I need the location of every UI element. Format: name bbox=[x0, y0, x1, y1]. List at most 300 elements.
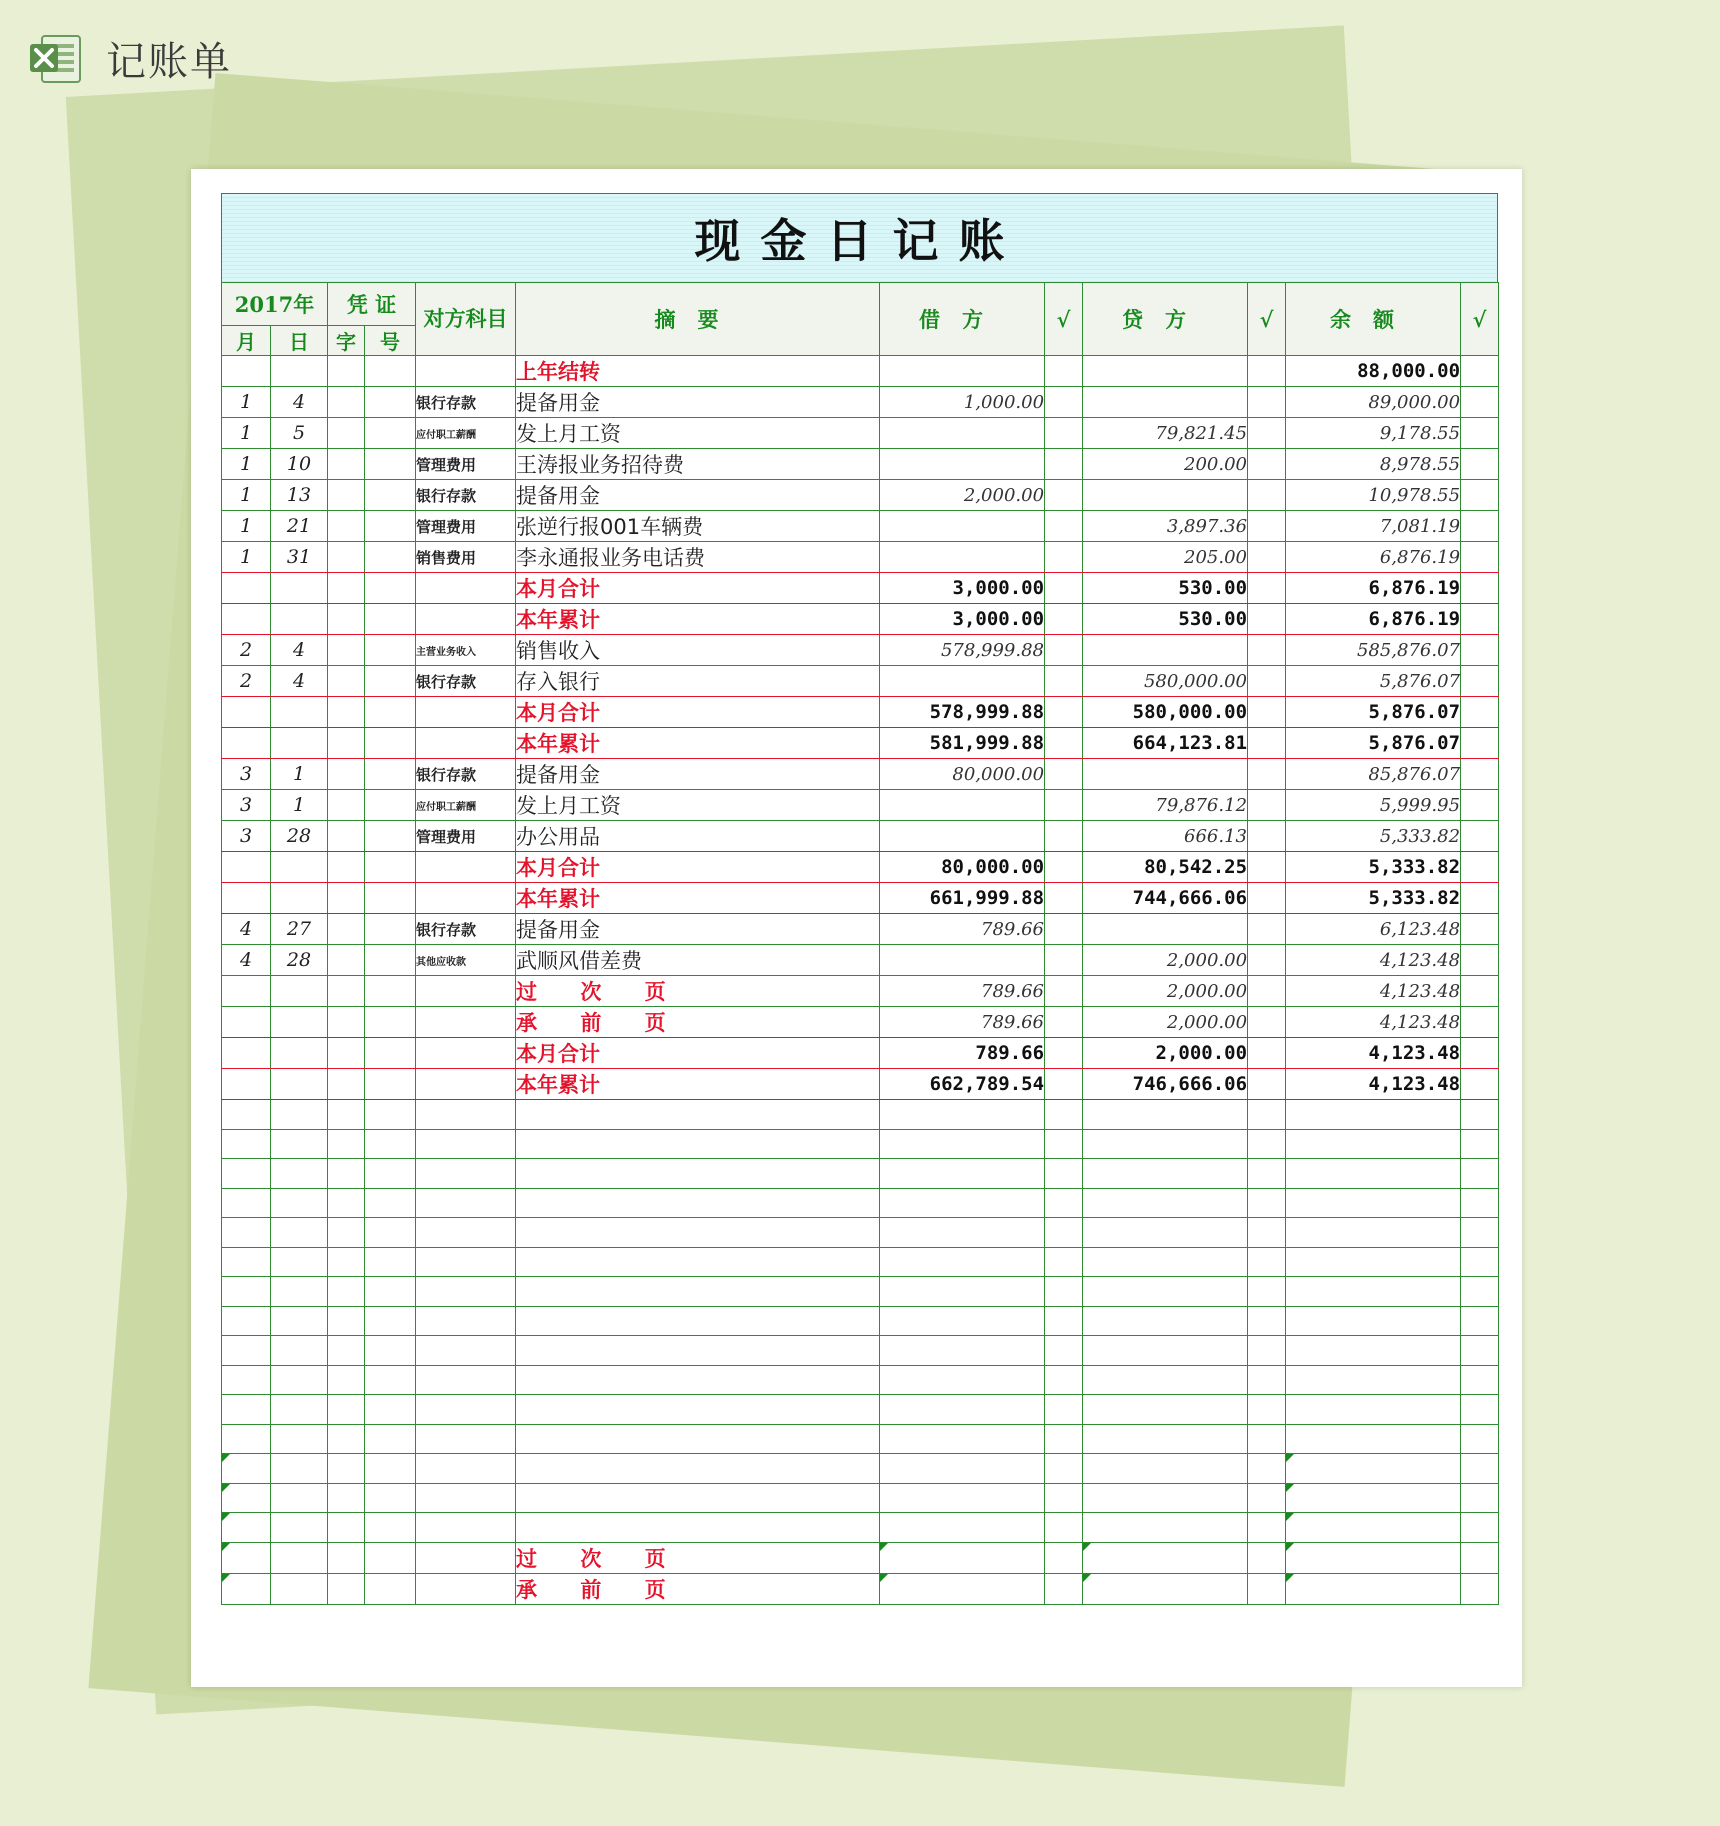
balance-cell: 88,000.00 bbox=[1286, 356, 1461, 387]
empty-cell bbox=[365, 1336, 416, 1366]
empty-cell bbox=[1248, 1218, 1286, 1248]
empty-cell bbox=[880, 1247, 1045, 1277]
table-row bbox=[222, 449, 1499, 480]
empty-cell bbox=[222, 1100, 271, 1130]
balance-cell: 9,178.55 bbox=[1286, 418, 1461, 449]
empty-cell bbox=[880, 1513, 1045, 1543]
month-cell: 3 bbox=[222, 821, 271, 852]
voucher-no-cell bbox=[365, 728, 416, 759]
empty-cell bbox=[1083, 1159, 1248, 1189]
empty-cell bbox=[1248, 1188, 1286, 1218]
empty-cell bbox=[271, 1188, 328, 1218]
empty-cell bbox=[1045, 1218, 1083, 1248]
voucher-type-cell bbox=[328, 728, 365, 759]
empty-cell bbox=[222, 1365, 271, 1395]
day-cell bbox=[271, 1038, 328, 1069]
empty-cell bbox=[271, 1100, 328, 1130]
empty-cell bbox=[271, 1454, 328, 1484]
credit-cell: 580,000.00 bbox=[1083, 666, 1248, 697]
empty-row bbox=[222, 1218, 1499, 1248]
debit-cell: 581,999.88 bbox=[880, 728, 1045, 759]
voucher-type-header: 字 bbox=[328, 326, 365, 356]
balance-cell: 5,333.82 bbox=[1286, 852, 1461, 883]
credit-check-cell bbox=[1248, 976, 1286, 1007]
empty-cell bbox=[222, 1513, 271, 1543]
counter-account-cell bbox=[416, 883, 516, 914]
balance-check-cell bbox=[1461, 511, 1499, 542]
credit-cell: 2,000.00 bbox=[1083, 1007, 1248, 1038]
empty-cell bbox=[516, 1424, 880, 1454]
empty-cell bbox=[880, 1542, 1045, 1573]
day-cell bbox=[271, 697, 328, 728]
credit-cell bbox=[1083, 635, 1248, 666]
debit-cell: 662,789.54 bbox=[880, 1069, 1045, 1100]
balance-check-cell bbox=[1461, 573, 1499, 604]
day-cell: 5 bbox=[271, 418, 328, 449]
empty-cell bbox=[1045, 1454, 1083, 1484]
debit-cell bbox=[880, 790, 1045, 821]
balance-check-cell bbox=[1461, 635, 1499, 666]
month-cell bbox=[222, 604, 271, 635]
summary-cell: 本年累计 bbox=[516, 604, 880, 635]
table-row bbox=[222, 1069, 1499, 1100]
debit-cell: 3,000.00 bbox=[880, 573, 1045, 604]
empty-cell bbox=[880, 1424, 1045, 1454]
counter-account-cell: 主营业务收入 bbox=[416, 635, 516, 666]
balance-check-cell bbox=[1461, 542, 1499, 573]
balance-check-cell bbox=[1461, 1069, 1499, 1100]
table-row bbox=[222, 480, 1499, 511]
table-row bbox=[222, 976, 1499, 1007]
balance-cell: 7,081.19 bbox=[1286, 511, 1461, 542]
balance-cell: 5,876.07 bbox=[1286, 728, 1461, 759]
empty-cell bbox=[328, 1365, 365, 1395]
debit-check-cell bbox=[1045, 759, 1083, 790]
empty-cell bbox=[1248, 1542, 1286, 1573]
empty-cell bbox=[416, 1454, 516, 1484]
empty-cell bbox=[880, 1277, 1045, 1307]
summary-cell: 本年累计 bbox=[516, 883, 880, 914]
credit-cell: 744,666.06 bbox=[1083, 883, 1248, 914]
empty-cell bbox=[1045, 1542, 1083, 1573]
debit-cell: 2,000.00 bbox=[880, 480, 1045, 511]
summary-cell: 发上月工资 bbox=[516, 418, 880, 449]
debit-cell: 3,000.00 bbox=[880, 604, 1045, 635]
credit-cell: 200.00 bbox=[1083, 449, 1248, 480]
empty-cell bbox=[1248, 1277, 1286, 1307]
table-row bbox=[222, 542, 1499, 573]
empty-cell bbox=[222, 1573, 271, 1604]
empty-cell bbox=[516, 1306, 880, 1336]
empty-cell bbox=[328, 1454, 365, 1484]
empty-cell bbox=[416, 1100, 516, 1130]
empty-cell bbox=[516, 1513, 880, 1543]
day-cell: 13 bbox=[271, 480, 328, 511]
empty-cell bbox=[365, 1306, 416, 1336]
credit-check-cell bbox=[1248, 790, 1286, 821]
empty-cell bbox=[880, 1306, 1045, 1336]
credit-cell: 580,000.00 bbox=[1083, 697, 1248, 728]
balance-cell: 6,876.19 bbox=[1286, 542, 1461, 573]
balance-cell: 4,123.48 bbox=[1286, 1038, 1461, 1069]
month-cell: 1 bbox=[222, 387, 271, 418]
empty-cell bbox=[365, 1395, 416, 1425]
credit-check-cell bbox=[1248, 356, 1286, 387]
table-row bbox=[222, 728, 1499, 759]
empty-cell bbox=[1083, 1573, 1248, 1604]
day-cell bbox=[271, 604, 328, 635]
debit-check-cell bbox=[1045, 697, 1083, 728]
day-cell: 4 bbox=[271, 666, 328, 697]
empty-cell bbox=[1286, 1247, 1461, 1277]
debit-check-cell bbox=[1045, 883, 1083, 914]
empty-cell bbox=[1248, 1247, 1286, 1277]
voucher-type-cell bbox=[328, 976, 365, 1007]
empty-cell bbox=[1286, 1306, 1461, 1336]
empty-cell bbox=[516, 1129, 880, 1159]
empty-cell bbox=[880, 1483, 1045, 1513]
empty-cell bbox=[328, 1277, 365, 1307]
voucher-no-cell bbox=[365, 356, 416, 387]
credit-check-cell bbox=[1248, 418, 1286, 449]
balance-check-cell bbox=[1461, 1007, 1499, 1038]
table-row bbox=[222, 1007, 1499, 1038]
empty-row bbox=[222, 1424, 1499, 1454]
balance-cell: 8,978.55 bbox=[1286, 449, 1461, 480]
debit-cell bbox=[880, 945, 1045, 976]
empty-row bbox=[222, 1129, 1499, 1159]
ledger-paper bbox=[191, 169, 1522, 1687]
debit-cell: 80,000.00 bbox=[880, 852, 1045, 883]
empty-cell bbox=[271, 1129, 328, 1159]
month-cell bbox=[222, 1007, 271, 1038]
empty-cell bbox=[1083, 1100, 1248, 1130]
empty-cell bbox=[328, 1218, 365, 1248]
table-row bbox=[222, 945, 1499, 976]
journal-table bbox=[221, 282, 1499, 1605]
empty-cell bbox=[1083, 1513, 1248, 1543]
empty-cell bbox=[416, 1365, 516, 1395]
voucher-no-cell bbox=[365, 387, 416, 418]
balance-cell: 4,123.48 bbox=[1286, 976, 1461, 1007]
debit-cell: 1,000.00 bbox=[880, 387, 1045, 418]
debit-check-cell bbox=[1045, 387, 1083, 418]
empty-cell bbox=[1461, 1513, 1499, 1543]
empty-cell bbox=[1045, 1306, 1083, 1336]
debit-check-header: √ bbox=[1045, 283, 1083, 356]
empty-cell bbox=[1286, 1424, 1461, 1454]
empty-cell bbox=[1286, 1542, 1461, 1573]
counter-account-cell bbox=[416, 1007, 516, 1038]
table-header bbox=[222, 283, 1499, 356]
voucher-type-cell bbox=[328, 1069, 365, 1100]
voucher-type-cell bbox=[328, 852, 365, 883]
counter-account-cell: 管理费用 bbox=[416, 821, 516, 852]
debit-check-cell bbox=[1045, 418, 1083, 449]
counter-account-cell: 应付职工薪酬 bbox=[416, 418, 516, 449]
empty-cell bbox=[222, 1159, 271, 1189]
summary-cell: 上年结转 bbox=[516, 356, 880, 387]
empty-cell bbox=[222, 1454, 271, 1484]
voucher-type-cell bbox=[328, 914, 365, 945]
empty-cell bbox=[328, 1129, 365, 1159]
debit-cell: 578,999.88 bbox=[880, 697, 1045, 728]
empty-cell bbox=[1045, 1188, 1083, 1218]
month-cell: 2 bbox=[222, 635, 271, 666]
voucher-no-cell bbox=[365, 883, 416, 914]
empty-row bbox=[222, 1395, 1499, 1425]
empty-cell bbox=[1461, 1159, 1499, 1189]
table-row bbox=[222, 666, 1499, 697]
empty-cell bbox=[516, 1159, 880, 1189]
empty-cell bbox=[328, 1336, 365, 1366]
balance-cell: 6,123.48 bbox=[1286, 914, 1461, 945]
balance-check-cell bbox=[1461, 914, 1499, 945]
empty-cell bbox=[1286, 1395, 1461, 1425]
credit-check-cell bbox=[1248, 635, 1286, 666]
voucher-no-cell bbox=[365, 1038, 416, 1069]
empty-cell bbox=[365, 1159, 416, 1189]
credit-cell: 2,000.00 bbox=[1083, 1038, 1248, 1069]
voucher-type-cell bbox=[328, 542, 365, 573]
balance-check-cell bbox=[1461, 821, 1499, 852]
summary-cell: 承 前 页 bbox=[516, 1007, 880, 1038]
empty-cell bbox=[222, 1277, 271, 1307]
credit-cell: 746,666.06 bbox=[1083, 1069, 1248, 1100]
empty-cell bbox=[516, 1100, 880, 1130]
day-cell: 28 bbox=[271, 821, 328, 852]
month-cell bbox=[222, 852, 271, 883]
empty-cell bbox=[1083, 1395, 1248, 1425]
empty-cell bbox=[328, 1247, 365, 1277]
debit-check-cell bbox=[1045, 511, 1083, 542]
debit-cell bbox=[880, 449, 1045, 480]
table-row bbox=[222, 821, 1499, 852]
empty-cell bbox=[1248, 1454, 1286, 1484]
voucher-no-cell bbox=[365, 449, 416, 480]
balance-cell: 4,123.48 bbox=[1286, 1069, 1461, 1100]
voucher-no-cell bbox=[365, 1069, 416, 1100]
empty-cell bbox=[516, 1454, 880, 1484]
voucher-type-cell bbox=[328, 821, 365, 852]
empty-cell bbox=[1045, 1247, 1083, 1277]
summary-cell: 提备用金 bbox=[516, 914, 880, 945]
empty-cell bbox=[416, 1542, 516, 1573]
empty-cell bbox=[328, 1513, 365, 1543]
debit-cell bbox=[880, 418, 1045, 449]
empty-cell bbox=[328, 1483, 365, 1513]
balance-cell: 5,333.82 bbox=[1286, 883, 1461, 914]
balance-cell: 5,876.07 bbox=[1286, 666, 1461, 697]
debit-check-cell bbox=[1045, 1038, 1083, 1069]
empty-cell bbox=[516, 1336, 880, 1366]
empty-cell bbox=[1461, 1306, 1499, 1336]
empty-cell bbox=[516, 1277, 880, 1307]
month-cell bbox=[222, 728, 271, 759]
empty-row bbox=[222, 1277, 1499, 1307]
counter-account-cell bbox=[416, 573, 516, 604]
debit-cell bbox=[880, 511, 1045, 542]
empty-cell bbox=[222, 1542, 271, 1573]
debit-cell bbox=[880, 356, 1045, 387]
balance-cell: 585,876.07 bbox=[1286, 635, 1461, 666]
table-row bbox=[222, 635, 1499, 666]
empty-cell bbox=[416, 1483, 516, 1513]
table-row bbox=[222, 697, 1499, 728]
day-cell bbox=[271, 852, 328, 883]
balance-check-cell bbox=[1461, 387, 1499, 418]
voucher-type-cell bbox=[328, 790, 365, 821]
empty-cell bbox=[516, 1483, 880, 1513]
month-header: 月 bbox=[222, 326, 271, 356]
table-row bbox=[222, 852, 1499, 883]
empty-cell bbox=[1083, 1188, 1248, 1218]
counter-account-cell: 银行存款 bbox=[416, 387, 516, 418]
empty-cell bbox=[1248, 1159, 1286, 1189]
empty-cell bbox=[271, 1542, 328, 1573]
empty-cell bbox=[328, 1100, 365, 1130]
month-cell: 1 bbox=[222, 449, 271, 480]
table-row bbox=[222, 387, 1499, 418]
empty-cell bbox=[328, 1188, 365, 1218]
empty-cell bbox=[880, 1573, 1045, 1604]
empty-cell bbox=[1286, 1129, 1461, 1159]
summary-cell: 本年累计 bbox=[516, 1069, 880, 1100]
empty-cell bbox=[1045, 1395, 1083, 1425]
voucher-no-cell bbox=[365, 976, 416, 1007]
summary-cell: 本月合计 bbox=[516, 852, 880, 883]
day-cell bbox=[271, 573, 328, 604]
credit-check-cell bbox=[1248, 1007, 1286, 1038]
empty-cell bbox=[416, 1277, 516, 1307]
table-row bbox=[222, 914, 1499, 945]
credit-cell: 530.00 bbox=[1083, 573, 1248, 604]
counter-account-cell bbox=[416, 728, 516, 759]
empty-cell bbox=[365, 1365, 416, 1395]
voucher-no-cell bbox=[365, 604, 416, 635]
debit-check-cell bbox=[1045, 1007, 1083, 1038]
counter-account-cell: 银行存款 bbox=[416, 914, 516, 945]
credit-cell: 205.00 bbox=[1083, 542, 1248, 573]
credit-cell: 80,542.25 bbox=[1083, 852, 1248, 883]
balance-check-cell bbox=[1461, 945, 1499, 976]
credit-check-cell bbox=[1248, 697, 1286, 728]
credit-header: 贷方 bbox=[1083, 283, 1248, 356]
ledger-title: 现金日记账 bbox=[694, 214, 1025, 268]
debit-cell: 80,000.00 bbox=[880, 759, 1045, 790]
credit-check-header: √ bbox=[1248, 283, 1286, 356]
balance-check-cell bbox=[1461, 418, 1499, 449]
counter-account-cell bbox=[416, 1038, 516, 1069]
empty-cell bbox=[1083, 1336, 1248, 1366]
day-cell: 1 bbox=[271, 759, 328, 790]
counter-account-cell bbox=[416, 356, 516, 387]
credit-cell: 664,123.81 bbox=[1083, 728, 1248, 759]
debit-check-cell bbox=[1045, 604, 1083, 635]
voucher-type-cell bbox=[328, 945, 365, 976]
month-cell bbox=[222, 1038, 271, 1069]
credit-cell bbox=[1083, 387, 1248, 418]
day-cell bbox=[271, 728, 328, 759]
empty-cell bbox=[1461, 1129, 1499, 1159]
counter-account-cell bbox=[416, 604, 516, 635]
balance-check-cell bbox=[1461, 666, 1499, 697]
empty-cell bbox=[1248, 1306, 1286, 1336]
empty-cell bbox=[516, 1395, 880, 1425]
empty-cell bbox=[1286, 1483, 1461, 1513]
empty-cell bbox=[1045, 1159, 1083, 1189]
balance-cell: 5,999.95 bbox=[1286, 790, 1461, 821]
table-row bbox=[222, 511, 1499, 542]
empty-cell bbox=[1286, 1277, 1461, 1307]
balance-cell: 4,123.48 bbox=[1286, 1007, 1461, 1038]
counter-account-cell bbox=[416, 852, 516, 883]
empty-cell bbox=[880, 1100, 1045, 1130]
empty-cell bbox=[365, 1542, 416, 1573]
balance-check-cell bbox=[1461, 604, 1499, 635]
empty-cell bbox=[516, 1365, 880, 1395]
empty-cell bbox=[271, 1483, 328, 1513]
balance-cell: 89,000.00 bbox=[1286, 387, 1461, 418]
summary-cell: 承 前 页 bbox=[516, 1573, 880, 1604]
empty-cell bbox=[1083, 1542, 1248, 1573]
debit-check-cell bbox=[1045, 449, 1083, 480]
summary-cell: 本月合计 bbox=[516, 1038, 880, 1069]
voucher-type-cell bbox=[328, 356, 365, 387]
year-header: 2017年 bbox=[222, 283, 328, 326]
voucher-type-cell bbox=[328, 418, 365, 449]
empty-cell bbox=[365, 1513, 416, 1543]
day-cell bbox=[271, 883, 328, 914]
table-row bbox=[222, 604, 1499, 635]
empty-cell bbox=[1461, 1395, 1499, 1425]
empty-cell bbox=[271, 1218, 328, 1248]
empty-cell bbox=[1045, 1100, 1083, 1130]
empty-cell bbox=[1286, 1513, 1461, 1543]
empty-cell bbox=[1083, 1129, 1248, 1159]
empty-cell bbox=[271, 1306, 328, 1336]
voucher-type-cell bbox=[328, 480, 365, 511]
debit-check-cell bbox=[1045, 914, 1083, 945]
empty-row bbox=[222, 1100, 1499, 1130]
empty-cell bbox=[1083, 1277, 1248, 1307]
month-cell bbox=[222, 356, 271, 387]
empty-cell bbox=[328, 1542, 365, 1573]
empty-cell bbox=[222, 1336, 271, 1366]
table-row bbox=[222, 418, 1499, 449]
voucher-no-cell bbox=[365, 697, 416, 728]
empty-cell bbox=[328, 1424, 365, 1454]
empty-cell bbox=[416, 1218, 516, 1248]
empty-cell bbox=[1083, 1483, 1248, 1513]
empty-cell bbox=[880, 1365, 1045, 1395]
credit-cell: 666.13 bbox=[1083, 821, 1248, 852]
voucher-type-cell bbox=[328, 883, 365, 914]
balance-check-cell bbox=[1461, 480, 1499, 511]
empty-cell bbox=[1083, 1247, 1248, 1277]
credit-check-cell bbox=[1248, 480, 1286, 511]
empty-cell bbox=[1286, 1573, 1461, 1604]
credit-check-cell bbox=[1248, 542, 1286, 573]
empty-cell bbox=[365, 1218, 416, 1248]
empty-cell bbox=[271, 1513, 328, 1543]
voucher-type-cell bbox=[328, 759, 365, 790]
empty-cell bbox=[365, 1424, 416, 1454]
empty-cell bbox=[416, 1188, 516, 1218]
empty-cell bbox=[271, 1573, 328, 1604]
credit-check-cell bbox=[1248, 573, 1286, 604]
month-cell: 1 bbox=[222, 511, 271, 542]
